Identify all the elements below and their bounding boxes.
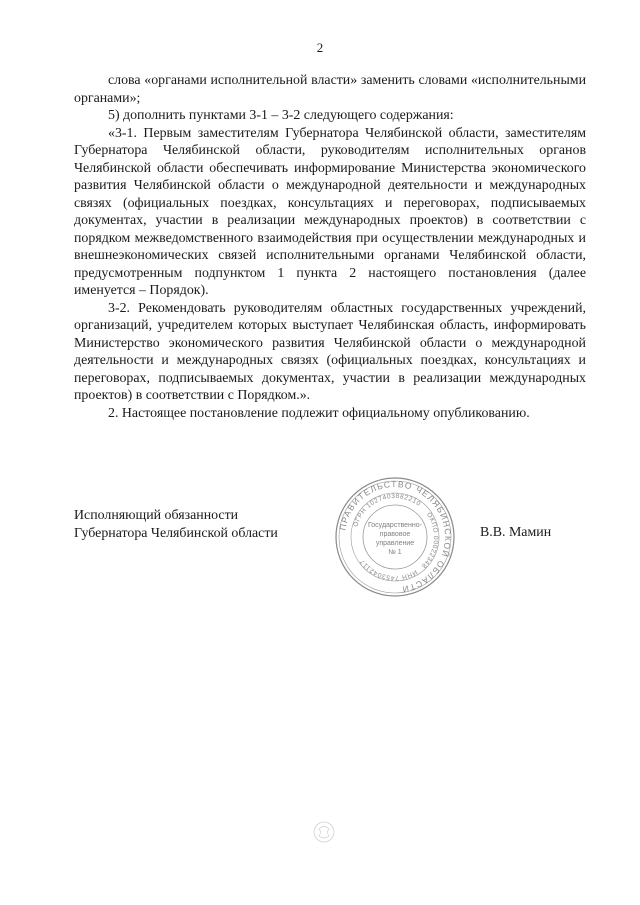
seal-center-line-1: Государственно- — [367, 522, 423, 529]
faint-emblem-icon — [312, 820, 336, 844]
document-body — [74, 72, 586, 422]
seal-center-line-3: управление — [375, 540, 415, 547]
paragraph-item-3-2: 3-2. Рекомендовать руководителям областных государственных учреждений, организаций, учредителем которых выступает Челябинская область, информировать Министерство экономического развития Челябинской области о международной деятельности и международных связях (официальных поездках, консультациях и переговорах, подписываемых документах, участии в реализации международных проектов) в соответствии с Порядком.». — [74, 300, 586, 403]
seal-inn: ИНН 7453042117 — [358, 557, 419, 582]
paragraph-word-replacement: слова «органами исполнительной власти» заменить словами «исполнительными органами»; — [74, 73, 586, 106]
page-number: 2 — [316, 40, 324, 55]
svg-text:ИНН 7453042117 — [359, 558, 419, 581]
signatory-position-line-2: Губернатора Челябинской области — [74, 525, 278, 541]
official-seal-stamp — [333, 475, 457, 599]
signatory-position — [74, 507, 278, 542]
seal-outer-text: ПРАВИТЕЛЬСТВО ЧЕЛЯБИНСКОЙ ОБЛАСТИ — [337, 478, 454, 595]
paragraph-publication: 2. Настоящее постановление подлежит официальному опубликованию. — [108, 405, 530, 421]
seal-center-line-2: правовое — [379, 531, 411, 538]
seal-ogrn: ОГРН 1027403882210 — [352, 492, 422, 528]
seal-okpo: ОКПО 00022348 — [419, 511, 440, 570]
signatory-name: В.В. Мамин — [480, 525, 552, 540]
signatory-position-line-1: Исполняющий обязанности — [74, 508, 239, 523]
paragraph-item-3-1: «3-1. Первым заместителям Губернатора Челябинской области, заместителям Губернатора Челябинской области, руководителям исполнительных органов Челябинской области обеспечивать информирование Министерства экономического развития Челябинской области о международной деятельности и международных связях (официальных поездках, консультациях и переговорах, подписываемых документах, участии в реализации международных проектов) в соответствии с порядком межведомственного взаимодействия при осуществлении международных и внешнеэкономических связей исполнительными органами Челябинской области, предусмотренным подпунктом 1 пункта 2 настоящего постановления (далее именуется – Порядок). — [74, 125, 586, 298]
seal-center-line-4: № 1 — [388, 549, 402, 556]
faint-footer-text — [0, 853, 640, 862]
paragraph-item-5: 5) дополнить пунктами 3-1 – 3-2 следующего содержания: — [108, 108, 454, 123]
